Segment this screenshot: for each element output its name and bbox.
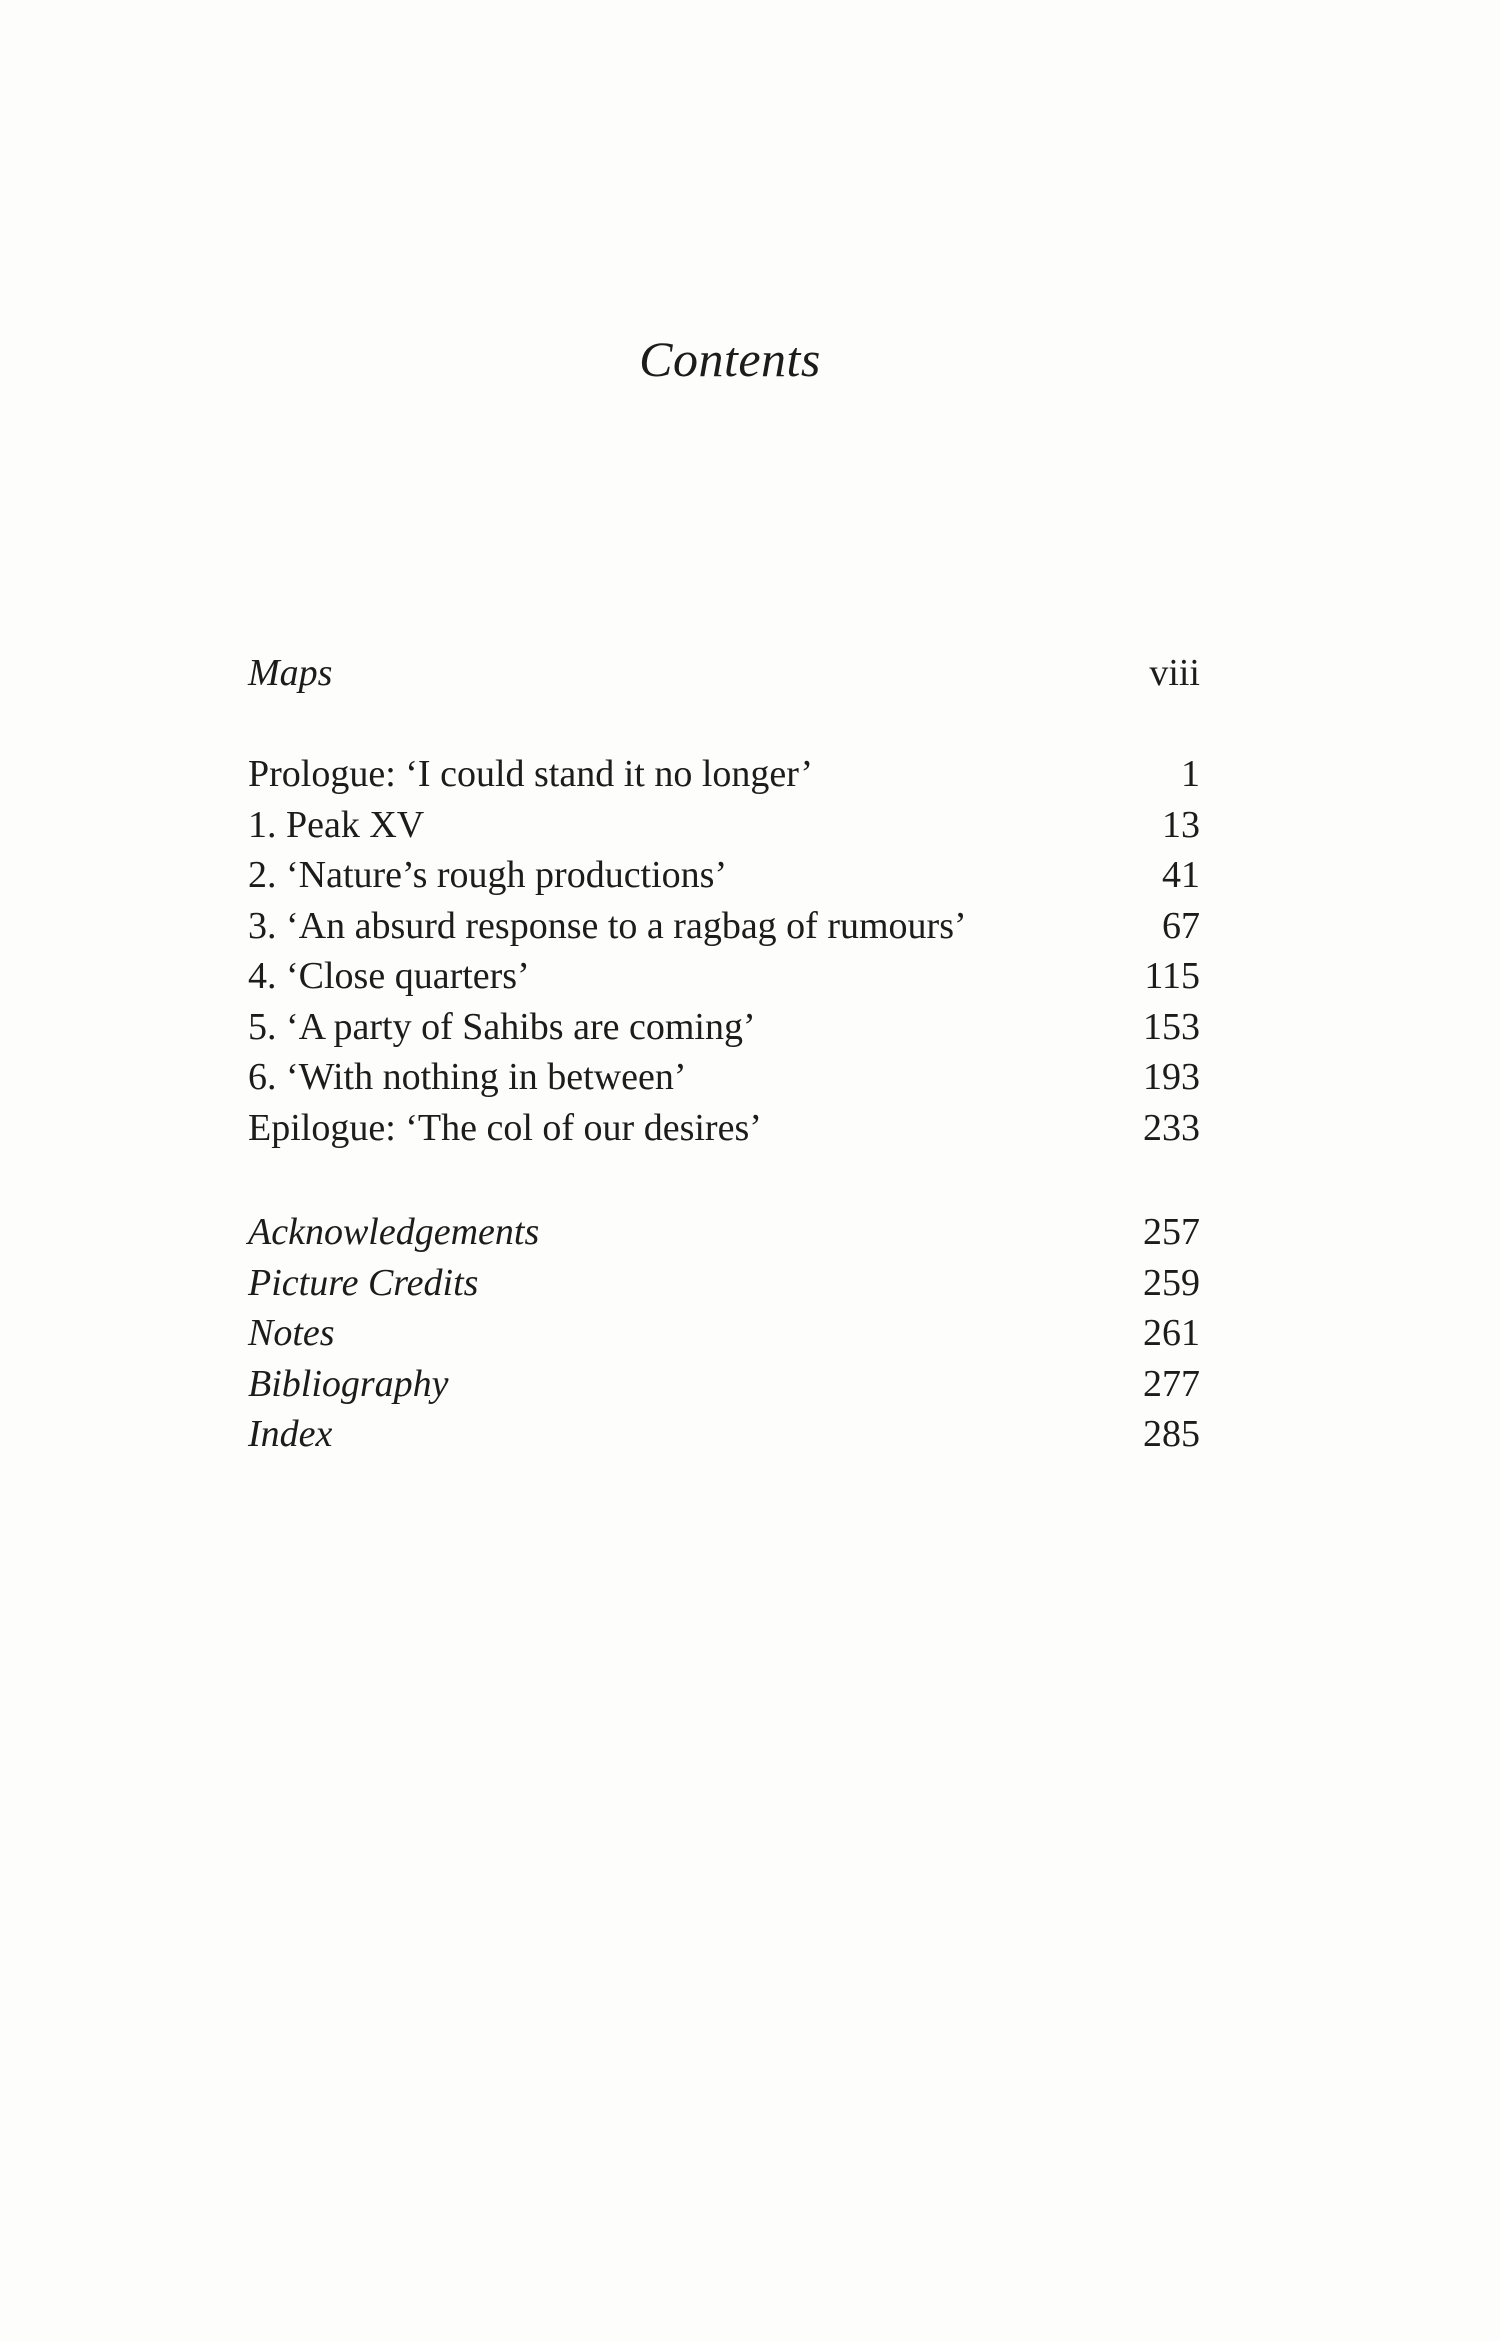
toc-entry-chapter-2 <box>248 850 1200 901</box>
toc-page-number: 277 <box>1143 1362 1200 1405</box>
toc-page-number: 259 <box>1143 1261 1200 1304</box>
toc-entry-chapter-4 <box>248 951 1200 1002</box>
toc-back-matter <box>248 1207 1200 1460</box>
toc-entry-chapter-6 <box>248 1052 1200 1103</box>
toc-entry-bibliography <box>248 1359 1200 1410</box>
toc-entry-label: Index <box>248 1413 333 1455</box>
toc-page-number: 41 <box>1162 854 1200 896</box>
toc-entry-acknowledgements <box>248 1207 1200 1258</box>
toc-entry-chapter-1 <box>248 800 1200 851</box>
page-title: Contents <box>639 331 821 387</box>
toc-page-number: 153 <box>1143 1005 1200 1048</box>
toc-page-number: viii <box>1149 652 1200 694</box>
toc-entry-label: Acknowledgements <box>248 1211 540 1253</box>
toc-page-number: 1 <box>1181 753 1200 795</box>
toc-entry-chapter-5 <box>248 1002 1200 1053</box>
toc-entry-prologue <box>248 749 1200 800</box>
toc-entry-label: 2. ‘Nature’s rough productions’ <box>248 854 728 896</box>
toc-entry-maps <box>248 648 1200 699</box>
toc-chapters <box>248 749 1200 1153</box>
toc-entry-label: Maps <box>248 652 333 694</box>
toc-page-number: 67 <box>1162 904 1200 947</box>
toc-page-number: 261 <box>1143 1312 1200 1354</box>
toc-page-number: 257 <box>1143 1211 1200 1253</box>
toc-entry-label: 3. ‘An absurd response to a ragbag of rumours’ <box>248 904 967 947</box>
toc-entry-epilogue <box>248 1103 1200 1154</box>
toc-entry-label: 5. ‘A party of Sahibs are coming’ <box>248 1005 756 1048</box>
toc-entry-label: 4. ‘Close quarters’ <box>248 955 530 997</box>
toc-entry-chapter-3 <box>248 901 1200 952</box>
toc-entry-picture-credits <box>248 1258 1200 1309</box>
toc-page-number: 193 <box>1143 1056 1200 1098</box>
toc-entry-label: Picture Credits <box>248 1261 479 1304</box>
toc-entry-label: Epilogue: ‘The col of our desires’ <box>248 1106 762 1149</box>
toc-page-number: 233 <box>1143 1106 1200 1149</box>
toc-entry-label: Prologue: ‘I could stand it no longer’ <box>248 753 813 795</box>
toc-entry-label: 1. Peak XV <box>248 803 425 846</box>
toc-page-number: 13 <box>1162 803 1200 846</box>
toc-entry-label: Notes <box>248 1312 335 1354</box>
toc-front-matter <box>248 648 1200 699</box>
toc-entry-label: 6. ‘With nothing in between’ <box>248 1056 687 1098</box>
toc-page-number: 285 <box>1143 1413 1200 1455</box>
toc-entry-label: Bibliography <box>248 1362 449 1405</box>
toc-entry-index <box>248 1409 1200 1460</box>
toc-page-number: 115 <box>1144 955 1200 997</box>
toc-entry-notes <box>248 1308 1200 1359</box>
